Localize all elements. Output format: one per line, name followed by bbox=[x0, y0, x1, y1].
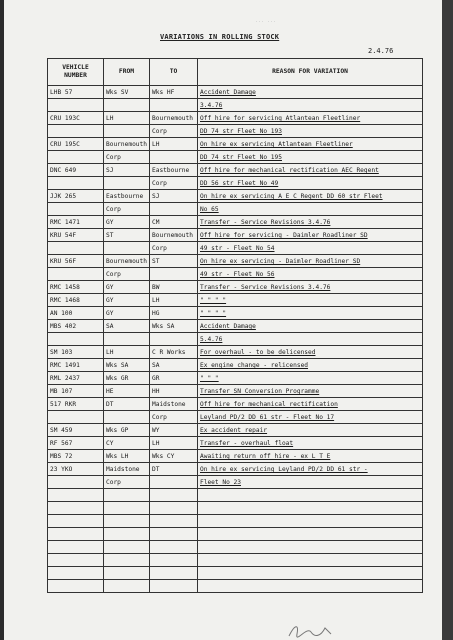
cell-to bbox=[150, 268, 198, 281]
column-header-reason: REASON FOR VARIATION bbox=[198, 59, 423, 86]
table-row bbox=[48, 502, 423, 515]
cell-from: CY bbox=[104, 437, 150, 450]
cell-to bbox=[150, 554, 198, 567]
table-row bbox=[48, 112, 423, 125]
cell-to bbox=[150, 567, 198, 580]
cell-from bbox=[104, 528, 150, 541]
cell-to bbox=[150, 502, 198, 515]
cell-reason: Ex accident repair bbox=[198, 424, 423, 437]
cell-to: ST bbox=[150, 255, 198, 268]
cell-from bbox=[104, 99, 150, 112]
cell-reason: 49 str - Fleet No 56 bbox=[198, 268, 423, 281]
table-row bbox=[48, 489, 423, 502]
cell-reason: On hire ex servicing Atlantean Fleetliner bbox=[198, 138, 423, 151]
cell-reason bbox=[198, 580, 423, 593]
cell-vehicle-number bbox=[48, 125, 104, 138]
cell-to: Wks CY bbox=[150, 450, 198, 463]
cell-from: GY bbox=[104, 294, 150, 307]
table-row bbox=[48, 307, 423, 320]
cell-from bbox=[104, 177, 150, 190]
cell-from bbox=[104, 125, 150, 138]
cell-from: ST bbox=[104, 229, 150, 242]
cell-reason: Off hire for mechanical rectification bbox=[198, 398, 423, 411]
cell-reason: Transfer SN Conversion Programme bbox=[198, 385, 423, 398]
cell-reason bbox=[198, 528, 423, 541]
table-row bbox=[48, 411, 423, 424]
cell-reason bbox=[198, 502, 423, 515]
table-row bbox=[48, 294, 423, 307]
cell-reason: On hire ex servicing - Daimler Roadliner SD bbox=[198, 255, 423, 268]
cell-to: Maidstone bbox=[150, 398, 198, 411]
cell-to: HG bbox=[150, 307, 198, 320]
cell-reason: Awaiting return off hire - ex L T E bbox=[198, 450, 423, 463]
cell-to: SJ bbox=[150, 190, 198, 203]
cell-from: LH bbox=[104, 346, 150, 359]
cell-to bbox=[150, 476, 198, 489]
cell-vehicle-number bbox=[48, 268, 104, 281]
cell-reason: Off hire for mechanical rectification AEC Regent bbox=[198, 164, 423, 177]
cell-from: Wks GR bbox=[104, 372, 150, 385]
cell-vehicle-number bbox=[48, 242, 104, 255]
cell-to: Eastbourne bbox=[150, 164, 198, 177]
cell-reason: " " " bbox=[198, 372, 423, 385]
cell-vehicle-number: KRU 56F bbox=[48, 255, 104, 268]
cell-to: C R Works bbox=[150, 346, 198, 359]
cell-to: LH bbox=[150, 138, 198, 151]
cell-from: Wks LH bbox=[104, 450, 150, 463]
cell-reason: DD 74 str Fleet No 195 bbox=[198, 151, 423, 164]
cell-vehicle-number: CRU 195C bbox=[48, 138, 104, 151]
cell-vehicle-number: SM 459 bbox=[48, 424, 104, 437]
cell-from bbox=[104, 411, 150, 424]
cell-from: GY bbox=[104, 307, 150, 320]
cell-from: DT bbox=[104, 398, 150, 411]
cell-from: SJ bbox=[104, 164, 150, 177]
column-header-from: FROM bbox=[104, 59, 150, 86]
table-row bbox=[48, 203, 423, 216]
scan-edge bbox=[442, 0, 453, 640]
document-title: VARIATIONS IN ROLLING STOCK bbox=[160, 33, 280, 41]
cell-to bbox=[150, 541, 198, 554]
cell-from bbox=[104, 489, 150, 502]
cell-from: Wks GP bbox=[104, 424, 150, 437]
cell-reason: " " " " bbox=[198, 307, 423, 320]
cell-reason: DD 74 str Fleet No 193 bbox=[198, 125, 423, 138]
cell-from: Eastbourne bbox=[104, 190, 150, 203]
table-row bbox=[48, 437, 423, 450]
cell-reason: " " " " bbox=[198, 294, 423, 307]
cell-reason bbox=[198, 515, 423, 528]
cell-vehicle-number: 23 YKO bbox=[48, 463, 104, 476]
table-row bbox=[48, 281, 423, 294]
cell-from bbox=[104, 515, 150, 528]
column-header-vehicle: VEHICLE NUMBER bbox=[48, 59, 104, 86]
faint-header: ... ... bbox=[255, 18, 277, 24]
cell-reason: Transfer - overhaul float bbox=[198, 437, 423, 450]
cell-from: Corp bbox=[104, 476, 150, 489]
rolling-stock-table bbox=[47, 58, 423, 593]
cell-from: LH bbox=[104, 112, 150, 125]
cell-vehicle-number: RMC 1491 bbox=[48, 359, 104, 372]
cell-vehicle-number: MBS 72 bbox=[48, 450, 104, 463]
cell-from: GY bbox=[104, 281, 150, 294]
table-row bbox=[48, 372, 423, 385]
cell-vehicle-number: LHB 57 bbox=[48, 86, 104, 99]
cell-to: Bournemouth bbox=[150, 112, 198, 125]
cell-to: Wks HF bbox=[150, 86, 198, 99]
cell-reason: Transfer - Service Revisions 3.4.76 bbox=[198, 281, 423, 294]
cell-reason bbox=[198, 489, 423, 502]
table-row bbox=[48, 528, 423, 541]
cell-vehicle-number bbox=[48, 515, 104, 528]
cell-vehicle-number bbox=[48, 580, 104, 593]
table-header-row bbox=[48, 59, 423, 86]
cell-vehicle-number: JJK 265 bbox=[48, 190, 104, 203]
cell-vehicle-number: MBS 402 bbox=[48, 320, 104, 333]
table-row bbox=[48, 151, 423, 164]
cell-vehicle-number bbox=[48, 554, 104, 567]
cell-from bbox=[104, 333, 150, 346]
cell-to bbox=[150, 333, 198, 346]
cell-to: WY bbox=[150, 424, 198, 437]
table-row bbox=[48, 320, 423, 333]
cell-vehicle-number bbox=[48, 489, 104, 502]
table-row bbox=[48, 398, 423, 411]
cell-to bbox=[150, 99, 198, 112]
cell-reason bbox=[198, 567, 423, 580]
table-row bbox=[48, 554, 423, 567]
table-row bbox=[48, 567, 423, 580]
table-row bbox=[48, 541, 423, 554]
cell-from: Wks SV bbox=[104, 86, 150, 99]
cell-vehicle-number: RMC 1471 bbox=[48, 216, 104, 229]
cell-to bbox=[150, 203, 198, 216]
signature bbox=[285, 622, 345, 640]
cell-from bbox=[104, 580, 150, 593]
table-row bbox=[48, 450, 423, 463]
cell-vehicle-number: MB 107 bbox=[48, 385, 104, 398]
cell-to: Wks SA bbox=[150, 320, 198, 333]
cell-from bbox=[104, 541, 150, 554]
table-row bbox=[48, 359, 423, 372]
cell-vehicle-number bbox=[48, 541, 104, 554]
cell-from: Corp bbox=[104, 268, 150, 281]
table-row bbox=[48, 216, 423, 229]
cell-from bbox=[104, 554, 150, 567]
cell-to: Bournemouth bbox=[150, 229, 198, 242]
cell-reason: For overhaul - to be delicensed bbox=[198, 346, 423, 359]
table-row bbox=[48, 333, 423, 346]
cell-reason: Off hire for servicing Atlantean Fleetliner bbox=[198, 112, 423, 125]
table-row bbox=[48, 385, 423, 398]
cell-to bbox=[150, 151, 198, 164]
cell-vehicle-number bbox=[48, 333, 104, 346]
cell-reason: Accident Damage bbox=[198, 320, 423, 333]
table-row bbox=[48, 99, 423, 112]
cell-to bbox=[150, 515, 198, 528]
cell-from: Wks SA bbox=[104, 359, 150, 372]
cell-from bbox=[104, 242, 150, 255]
cell-vehicle-number bbox=[48, 203, 104, 216]
cell-vehicle-number bbox=[48, 151, 104, 164]
table-row bbox=[48, 463, 423, 476]
cell-reason: DD 56 str Fleet No 49 bbox=[198, 177, 423, 190]
cell-vehicle-number bbox=[48, 502, 104, 515]
table-row bbox=[48, 190, 423, 203]
cell-vehicle-number: KRU 54F bbox=[48, 229, 104, 242]
cell-reason: Transfer - Service Revisions 3.4.76 bbox=[198, 216, 423, 229]
cell-to bbox=[150, 489, 198, 502]
cell-reason: Fleet No 23 bbox=[198, 476, 423, 489]
document-date: 2.4.76 bbox=[368, 47, 394, 55]
table-row bbox=[48, 268, 423, 281]
cell-to: Corp bbox=[150, 125, 198, 138]
cell-vehicle-number: AN 100 bbox=[48, 307, 104, 320]
cell-vehicle-number bbox=[48, 99, 104, 112]
cell-reason: On hire ex servicing Leyland PD/2 DD 61 str - bbox=[198, 463, 423, 476]
cell-vehicle-number bbox=[48, 528, 104, 541]
cell-to: HH bbox=[150, 385, 198, 398]
cell-vehicle-number: RMC 1458 bbox=[48, 281, 104, 294]
table-row bbox=[48, 177, 423, 190]
table-row bbox=[48, 424, 423, 437]
table-row bbox=[48, 515, 423, 528]
column-header-to: TO bbox=[150, 59, 198, 86]
cell-from: Bournemouth bbox=[104, 255, 150, 268]
cell-reason: 5.4.76 bbox=[198, 333, 423, 346]
cell-to bbox=[150, 580, 198, 593]
cell-vehicle-number bbox=[48, 476, 104, 489]
cell-reason: No 65 bbox=[198, 203, 423, 216]
cell-vehicle-number: SM 103 bbox=[48, 346, 104, 359]
table-row bbox=[48, 476, 423, 489]
cell-reason: 49 str - Fleet No 54 bbox=[198, 242, 423, 255]
cell-from: Corp bbox=[104, 203, 150, 216]
cell-reason: Ex engine change - relicensed bbox=[198, 359, 423, 372]
cell-vehicle-number: RF 567 bbox=[48, 437, 104, 450]
cell-to: BW bbox=[150, 281, 198, 294]
table-row bbox=[48, 86, 423, 99]
table-row bbox=[48, 229, 423, 242]
cell-from bbox=[104, 567, 150, 580]
cell-to: LH bbox=[150, 294, 198, 307]
cell-vehicle-number: 517 RKR bbox=[48, 398, 104, 411]
cell-vehicle-number: RML 2437 bbox=[48, 372, 104, 385]
cell-to: Corp bbox=[150, 242, 198, 255]
cell-to: DT bbox=[150, 463, 198, 476]
cell-from bbox=[104, 502, 150, 515]
cell-from: Corp bbox=[104, 151, 150, 164]
cell-vehicle-number: CRU 193C bbox=[48, 112, 104, 125]
cell-vehicle-number bbox=[48, 411, 104, 424]
cell-to: Corp bbox=[150, 177, 198, 190]
cell-from: HE bbox=[104, 385, 150, 398]
cell-from: Bournemouth bbox=[104, 138, 150, 151]
table-row bbox=[48, 138, 423, 151]
cell-to: Corp bbox=[150, 411, 198, 424]
cell-from: Maidstone bbox=[104, 463, 150, 476]
cell-reason: Leyland PD/2 DD 61 str - Fleet No 17 bbox=[198, 411, 423, 424]
cell-to bbox=[150, 528, 198, 541]
cell-reason: Off hire for servicing - Daimler Roadliner SD bbox=[198, 229, 423, 242]
cell-reason: Accident Damage bbox=[198, 86, 423, 99]
cell-reason bbox=[198, 554, 423, 567]
cell-vehicle-number: RMC 1468 bbox=[48, 294, 104, 307]
cell-reason: On hire ex servicing A E C Regent DD 60 str Fleet bbox=[198, 190, 423, 203]
table-row bbox=[48, 255, 423, 268]
cell-from: GY bbox=[104, 216, 150, 229]
cell-vehicle-number: DNC 649 bbox=[48, 164, 104, 177]
cell-vehicle-number bbox=[48, 177, 104, 190]
cell-to: SA bbox=[150, 359, 198, 372]
cell-from: SA bbox=[104, 320, 150, 333]
table-row bbox=[48, 125, 423, 138]
table-row bbox=[48, 580, 423, 593]
table-row bbox=[48, 242, 423, 255]
cell-to: CM bbox=[150, 216, 198, 229]
table-row bbox=[48, 164, 423, 177]
table-row bbox=[48, 346, 423, 359]
cell-reason: 3.4.76 bbox=[198, 99, 423, 112]
cell-vehicle-number bbox=[48, 567, 104, 580]
cell-to: GR bbox=[150, 372, 198, 385]
cell-reason bbox=[198, 541, 423, 554]
cell-to: LH bbox=[150, 437, 198, 450]
